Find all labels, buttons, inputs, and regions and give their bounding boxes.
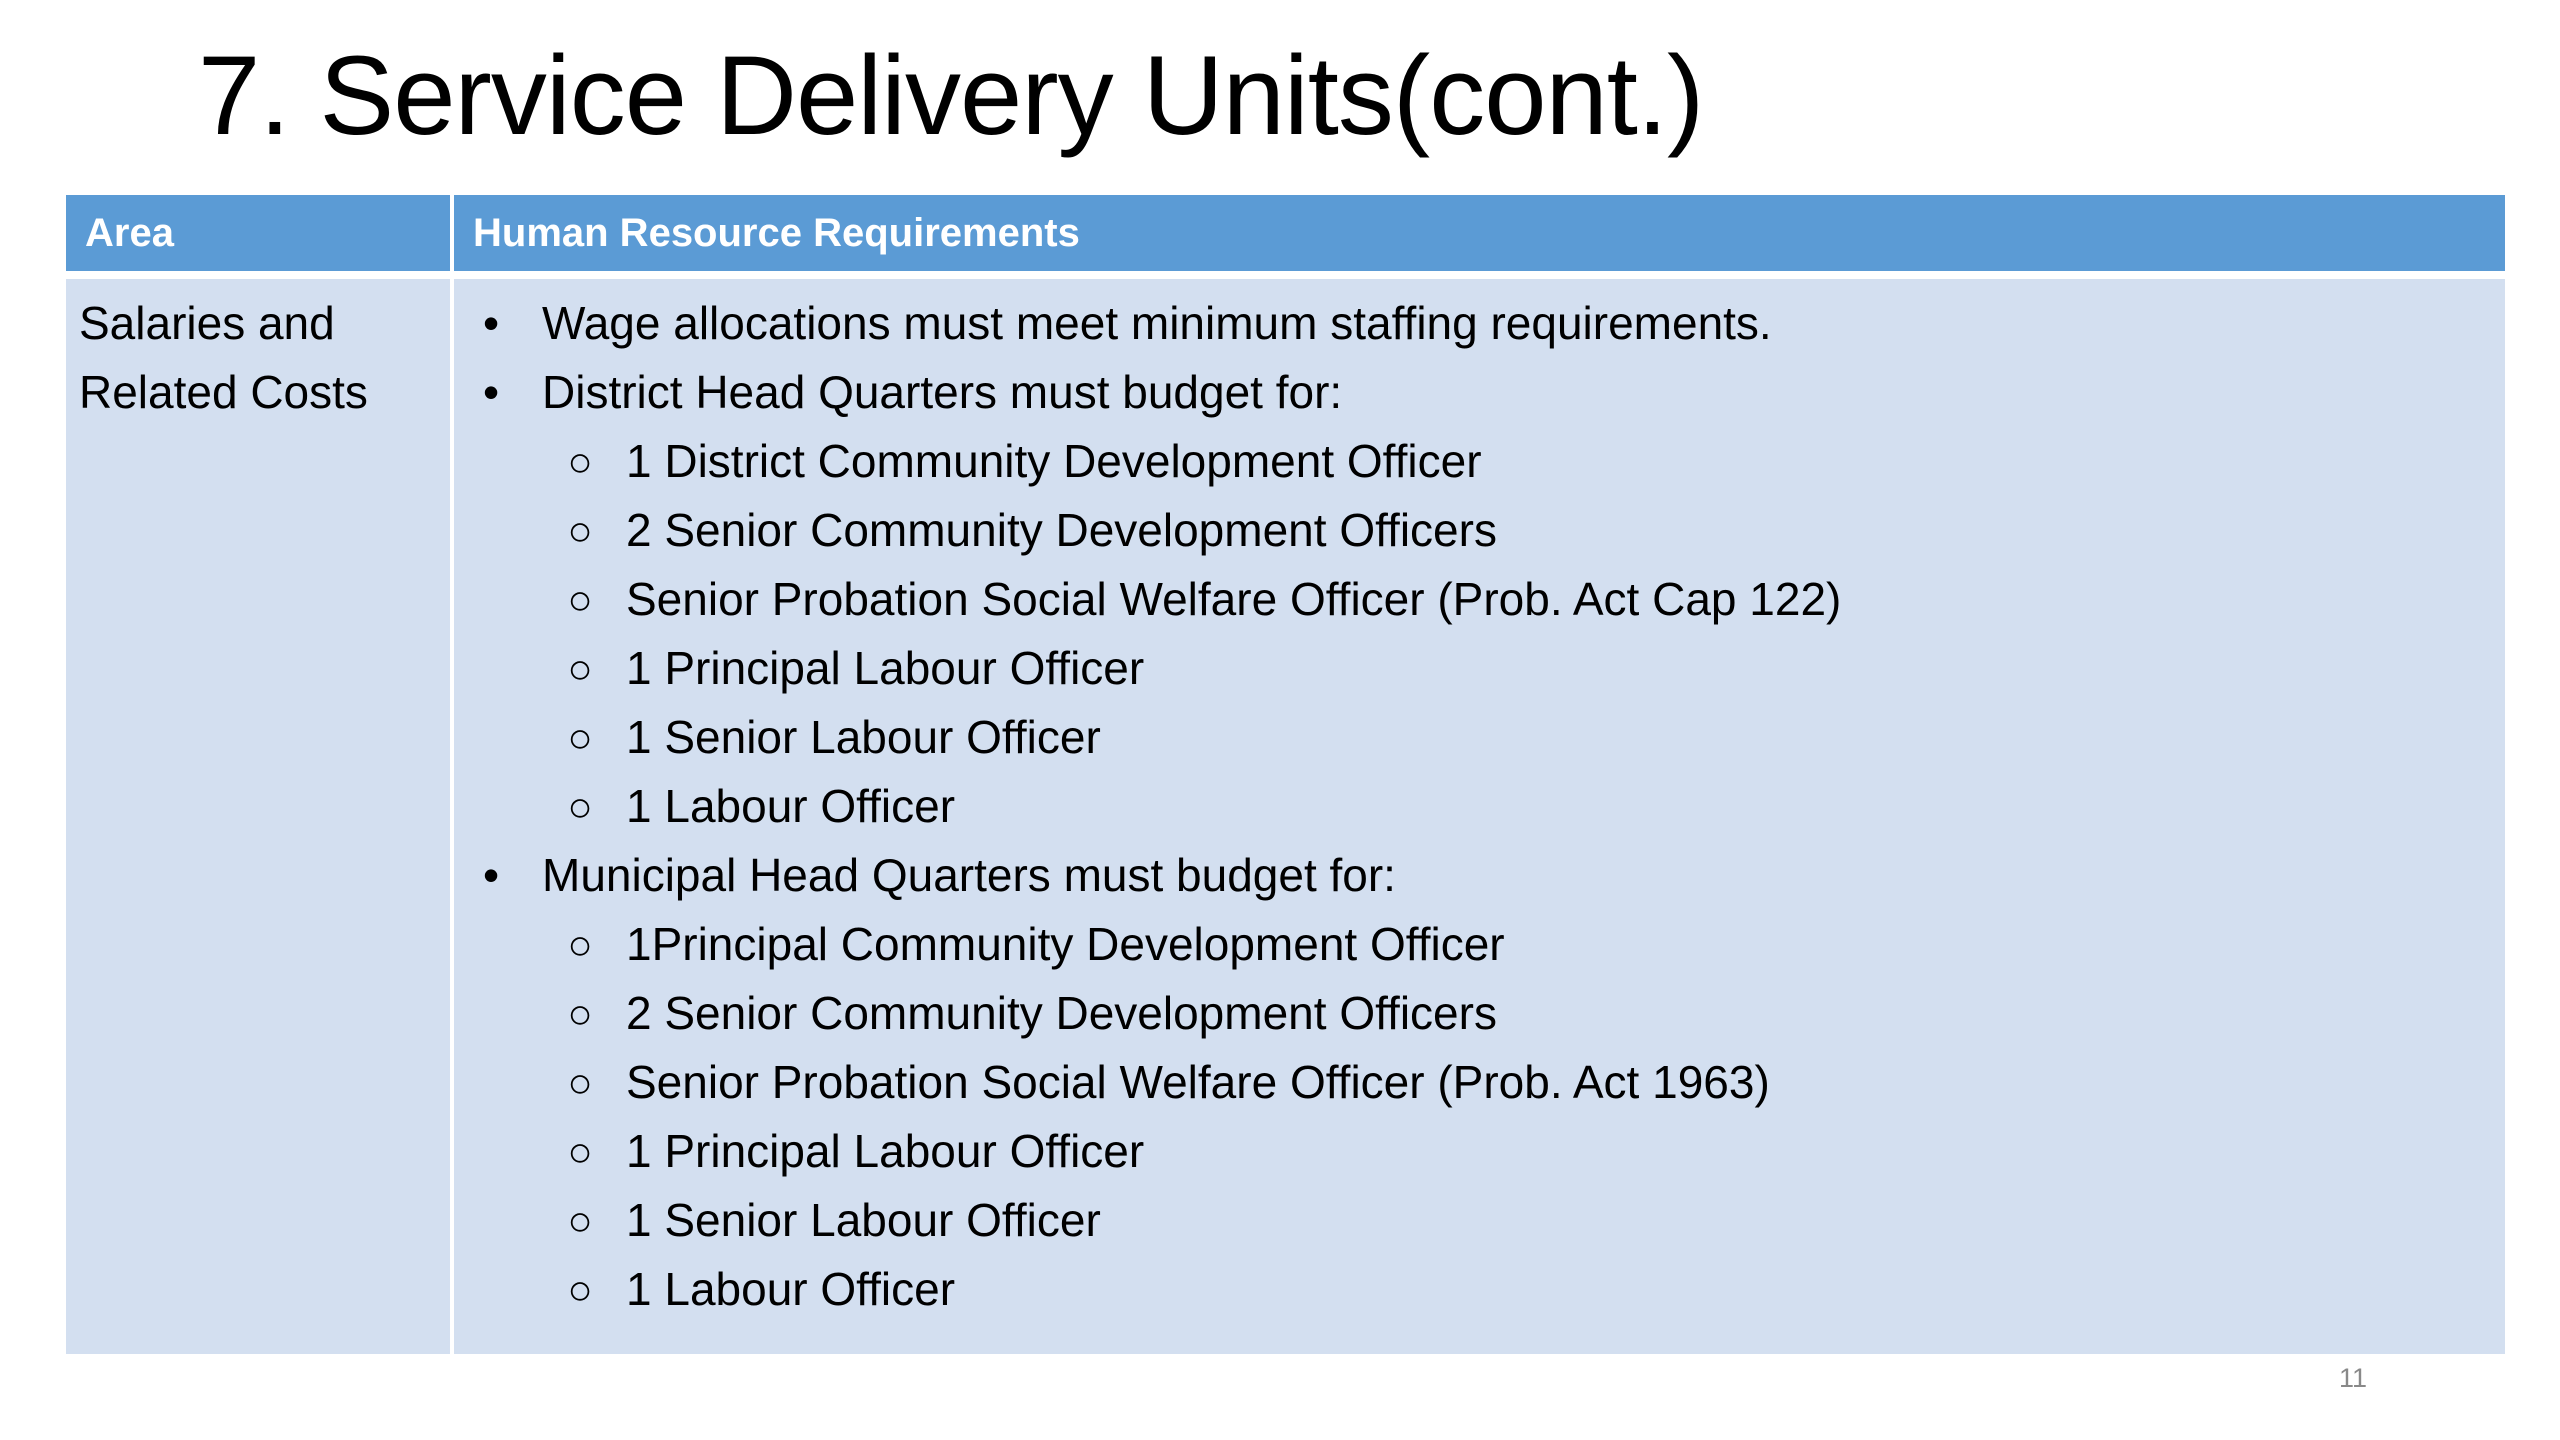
staff-item-text: 1 District Community Development Officer bbox=[626, 435, 1482, 487]
requirement-item bbox=[454, 358, 2505, 841]
staff-item bbox=[542, 910, 2505, 979]
table-header-row bbox=[66, 195, 2505, 275]
staff-item-text: 2 Senior Community Development Officers bbox=[626, 987, 1497, 1039]
column-header-hr-requirements: Human Resource Requirements bbox=[452, 195, 2505, 275]
bullet-icon: • bbox=[482, 297, 500, 349]
requirements-cell bbox=[452, 275, 2505, 1354]
hr-requirements-table bbox=[66, 195, 2505, 1354]
column-header-area: Area bbox=[66, 195, 452, 275]
circle-bullet-icon: ○ bbox=[567, 576, 593, 623]
circle-bullet-icon: ○ bbox=[567, 783, 593, 830]
circle-bullet-icon: ○ bbox=[567, 1197, 593, 1244]
staff-item bbox=[542, 496, 2505, 565]
staff-item-text: 1Principal Community Development Officer bbox=[626, 918, 1505, 970]
requirements-list bbox=[454, 279, 2505, 1324]
staff-item bbox=[542, 565, 2505, 634]
circle-bullet-icon: ○ bbox=[567, 438, 593, 485]
area-text bbox=[66, 279, 450, 427]
staff-item bbox=[542, 634, 2505, 703]
staff-item-text: 1 Principal Labour Officer bbox=[626, 642, 1145, 694]
circle-bullet-icon: ○ bbox=[567, 714, 593, 761]
circle-bullet-icon: ○ bbox=[567, 990, 593, 1037]
municipal-staff-list bbox=[542, 910, 2505, 1324]
staff-item-text: 1 Senior Labour Officer bbox=[626, 1194, 1101, 1246]
bullet-icon: • bbox=[482, 366, 500, 418]
requirement-item bbox=[454, 289, 2505, 358]
staff-item bbox=[542, 1117, 2505, 1186]
circle-bullet-icon: ○ bbox=[567, 507, 593, 554]
page-number: 11 bbox=[2339, 1363, 2368, 1393]
staff-item bbox=[542, 772, 2505, 841]
area-line: Related Costs bbox=[79, 366, 368, 418]
staff-item bbox=[542, 703, 2505, 772]
staff-item-text: 1 Principal Labour Officer bbox=[626, 1125, 1145, 1177]
staff-item-text: Senior Probation Social Welfare Officer (Prob. Act Cap 122) bbox=[626, 573, 1842, 625]
staff-item-text: 2 Senior Community Development Officers bbox=[626, 504, 1497, 556]
table-row bbox=[66, 275, 2505, 1354]
staff-item bbox=[542, 427, 2505, 496]
staff-item-text: 1 Labour Officer bbox=[626, 1263, 956, 1315]
circle-bullet-icon: ○ bbox=[567, 1266, 593, 1313]
area-line: Salaries and bbox=[79, 297, 335, 349]
circle-bullet-icon: ○ bbox=[567, 645, 593, 692]
requirement-item bbox=[454, 841, 2505, 1324]
staff-item-text: 1 Senior Labour Officer bbox=[626, 711, 1101, 763]
staff-item bbox=[542, 979, 2505, 1048]
requirement-text: Wage allocations must meet minimum staffing requirements. bbox=[542, 297, 1772, 349]
staff-item bbox=[542, 1048, 2505, 1117]
staff-item bbox=[542, 1255, 2505, 1324]
bullet-icon: • bbox=[482, 849, 500, 901]
circle-bullet-icon: ○ bbox=[567, 1059, 593, 1106]
circle-bullet-icon: ○ bbox=[567, 1128, 593, 1175]
circle-bullet-icon: ○ bbox=[567, 921, 593, 968]
staff-item-text: 1 Labour Officer bbox=[626, 780, 956, 832]
slide-title: 7. Service Delivery Units(cont.) bbox=[198, 33, 1704, 158]
area-cell bbox=[66, 275, 452, 1354]
district-staff-list bbox=[542, 427, 2505, 841]
staff-item-text: Senior Probation Social Welfare Officer (Prob. Act 1963) bbox=[626, 1056, 1770, 1108]
requirement-text: Municipal Head Quarters must budget for: bbox=[542, 849, 1396, 901]
requirement-text: District Head Quarters must budget for: bbox=[542, 366, 1343, 418]
staff-item bbox=[542, 1186, 2505, 1255]
